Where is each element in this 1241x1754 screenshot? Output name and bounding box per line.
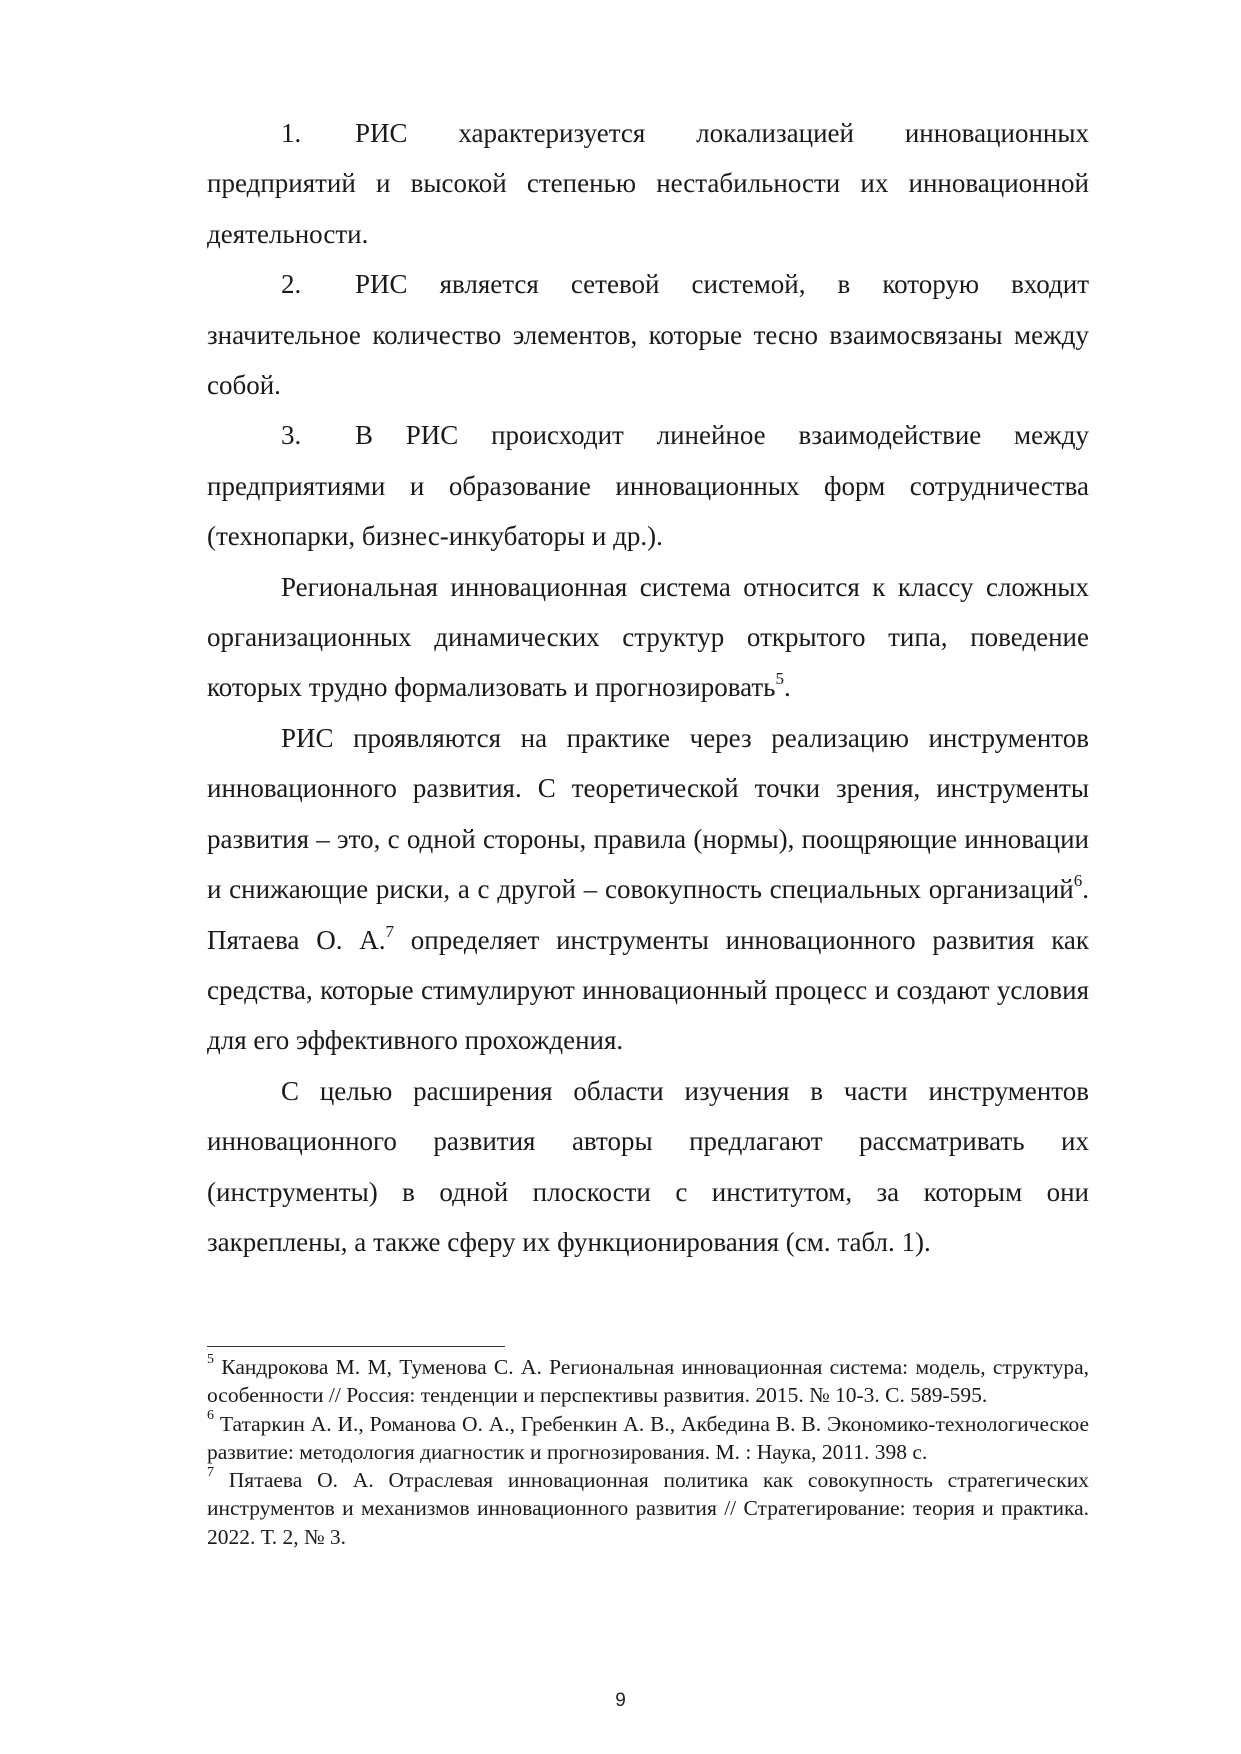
footnote-ref[interactable]: 5 [775, 669, 784, 689]
list-item-3 [207, 410, 1089, 561]
paragraph-text: РИС проявляются на практике через реализацию инструментов инновационного развития. С теоретической точки зрения, инструменты развития – это, с одной стороны, правила (нормы), поощряющие инновации и снижающие риски, а с другой – совокупность специальных организаций [207, 722, 1089, 905]
footnotes [207, 1353, 1089, 1551]
page-number: 9 [615, 1690, 626, 1711]
footnote-6 [207, 1410, 1089, 1467]
paragraph-purpose: С целью расширения области изучения в части инструментов инновационного развития авторы предлагают рассматривать их (инструменты) в одной плоскости с институтом, за которым они закреплены, а также сферу их функционирования (см. табл. 1). [207, 1075, 1089, 1257]
footnote-number: 5 [207, 1351, 214, 1367]
footnote-separator [207, 1346, 505, 1347]
list-text: РИС характеризуется локализацией инновационных предприятий и высокой степенью нестабильности их инновационной деятельности. [207, 118, 1089, 249]
list-text: В РИС происходит линейное взаимодействие между предприятиями и образование инновационных форм сотрудничества (технопарки, бизнес-инкубаторы и др.). [207, 420, 1089, 552]
paragraph-end: . [784, 672, 791, 703]
paragraph-text: определяет инструменты инновационного развития как средства, которые стимулируют инновационный процесс и создают условия для его эффективного прохождения. [207, 924, 1089, 1056]
main-text [207, 108, 1089, 1267]
list-item-1 [207, 108, 1089, 259]
footnote-ref[interactable]: 7 [385, 921, 394, 941]
footnote-ref[interactable]: 6 [1073, 871, 1083, 891]
footnote-number: 6 [207, 1408, 214, 1424]
footnote-text: Пятаева О. А. Отраслевая инновационная политика как совокупность стратегических инструментов и механизмов инновационного развития // Стратегирование: теория и практика. 2022. Т. 2, № 3. [207, 1468, 1089, 1549]
list-number: 3. [281, 420, 302, 451]
list-text: РИС является сетевой системой, в которую входит значительное количество элементов, которые тесно взаимосвязаны между собой. [207, 269, 1089, 401]
footnote-7 [207, 1466, 1089, 1551]
paragraph-ris-definition [207, 562, 1089, 713]
footnote-text: Татаркин А. И., Романова О. А., Гребенкин А. В., Акбедина В. В. Экономико-технологическое развитие: методология диагностик и прогнозирования. М. : Наука, 2011. 398 с. [207, 1411, 1089, 1464]
footnote-number: 7 [207, 1465, 214, 1481]
footnote-5 [207, 1353, 1089, 1410]
paragraph-text: Региональная инновационная система относится к классу сложных организационных динамических структур открытого типа, поведение которых трудно формализовать и прогнозировать [207, 571, 1089, 703]
paragraph-text: . Пятаева О. А. [207, 874, 1089, 955]
list-item-2 [207, 259, 1089, 410]
paragraph-instruments [207, 713, 1089, 1066]
list-number: 2. [281, 269, 302, 300]
list-number: 1. [281, 118, 302, 148]
footnote-text: Кандрокова М. М, Туменова С. А. Региональная инновационная система: модель, структура, особенности // Россия: тенденции и перспективы развития. 2015. № 10-3. С. 589-595. [207, 1355, 1089, 1408]
